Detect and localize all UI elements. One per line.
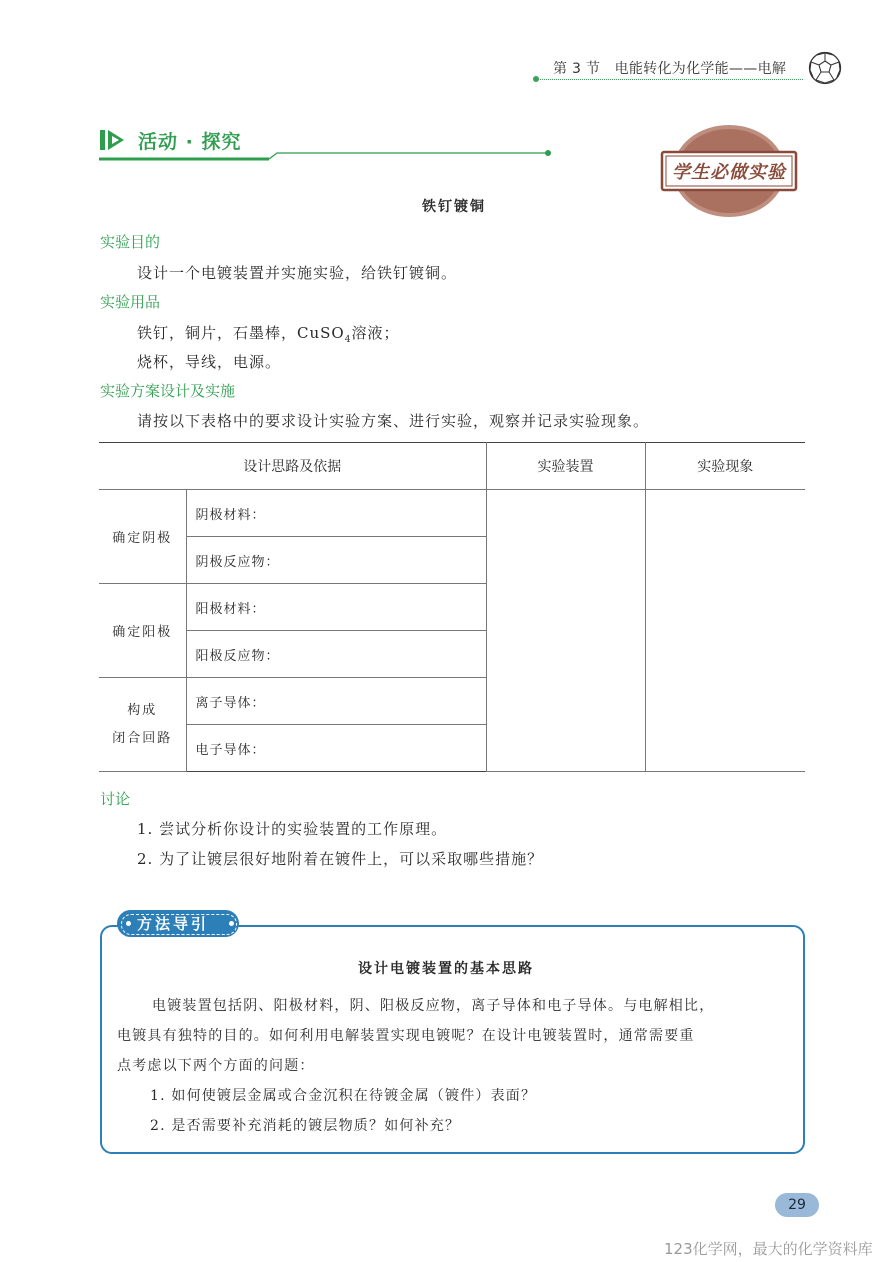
plan-heading: 实验方案设计及实施 <box>100 382 236 400</box>
materials-heading: 实验用品 <box>100 293 161 311</box>
header-apparatus: 实验装置 <box>486 443 645 490</box>
materials-line-2: 烧杯，导线，电源。 <box>137 353 282 371</box>
running-header <box>553 58 786 78</box>
label-dot-right <box>229 921 234 926</box>
label-dot-left <box>126 921 131 926</box>
materials-line-1-main: 铁钉，铜片，石墨棒，CuSO <box>137 324 345 342</box>
method-item-2: 2. 是否需要补充消耗的镀层物质？如何补充？ <box>150 1118 461 1134</box>
electronic-conductor-field[interactable]: 电子导体： <box>186 725 486 772</box>
cathode-material-field[interactable]: 阴极材料： <box>186 490 486 537</box>
group-closed-circuit <box>99 678 186 772</box>
plan-text: 请按以下表格中的要求设计实验方案、进行实验，观察并记录实验现象。 <box>137 412 650 430</box>
stamp-text: 学生必做实验 <box>672 162 786 183</box>
group-circuit-line-1: 构成 <box>127 702 158 718</box>
phenomenon-cell[interactable] <box>645 490 805 772</box>
fullerene-icon <box>808 51 842 85</box>
purpose-text: 设计一个电镀装置并实施实验，给铁钉镀铜。 <box>137 264 458 282</box>
header-design-basis: 设计思路及依据 <box>99 443 486 490</box>
chapter-title: 电能转化为化学能——电解 <box>614 61 787 77</box>
method-item-1: 1. 如何使镀层金属或合金沉积在待镀金属（镀件）表面？ <box>150 1088 537 1104</box>
method-title: 设计电镀装置的基本思路 <box>358 961 534 977</box>
method-para-line-1: 电镀装置包括阴、阳极材料，阴、阳极反应物，离子导体和电子导体。与电解相比， <box>152 998 715 1014</box>
table-header-row <box>99 443 805 490</box>
group-cathode: 确定阴极 <box>99 490 186 584</box>
method-para-line-2: 电镀具有独特的目的。如何利用电解装置实现电镀呢？在设计电镀装置时，通常需要重 <box>117 1028 695 1044</box>
page-number: 29 <box>775 1193 819 1217</box>
watermark-text: 123化学网，最大的化学资料库 <box>664 1240 873 1258</box>
banner-underline <box>99 150 553 164</box>
materials-line-1 <box>137 322 399 345</box>
activity-title: 活动 · 探究 <box>138 131 242 153</box>
experiment-title: 铁钉镀铜 <box>422 199 486 215</box>
cathode-reactant-field[interactable]: 阴极反应物： <box>186 537 486 584</box>
table-row <box>99 490 805 537</box>
group-circuit-line-2: 闭合回路 <box>112 730 173 746</box>
discussion-heading: 讨论 <box>100 790 131 808</box>
header-phenomenon: 实验现象 <box>645 443 805 490</box>
section-number: 第 3 节 <box>553 61 601 77</box>
anode-reactant-field[interactable]: 阳极反应物： <box>186 631 486 678</box>
play-arrow-icon <box>100 128 126 152</box>
materials-line-1-end: 溶液； <box>351 324 400 342</box>
ionic-conductor-field[interactable]: 离子导体： <box>186 678 486 725</box>
header-divider <box>537 79 803 80</box>
apparatus-cell[interactable] <box>486 490 645 772</box>
method-guide-label: 方法导引 <box>137 915 210 933</box>
group-anode: 确定阳极 <box>99 584 186 678</box>
method-para-line-3: 点考虑以下两个方面的问题： <box>117 1058 315 1074</box>
discussion-item-1: 1. 尝试分析你设计的实验装置的工作原理。 <box>137 820 448 838</box>
experiment-design-table <box>99 442 805 772</box>
discussion-item-2: 2. 为了让镀层很好地附着在镀件上，可以采取哪些措施？ <box>137 850 544 868</box>
sulfate-subscript: 4 <box>344 335 352 345</box>
purpose-heading: 实验目的 <box>100 233 161 251</box>
anode-material-field[interactable]: 阳极材料： <box>186 584 486 631</box>
